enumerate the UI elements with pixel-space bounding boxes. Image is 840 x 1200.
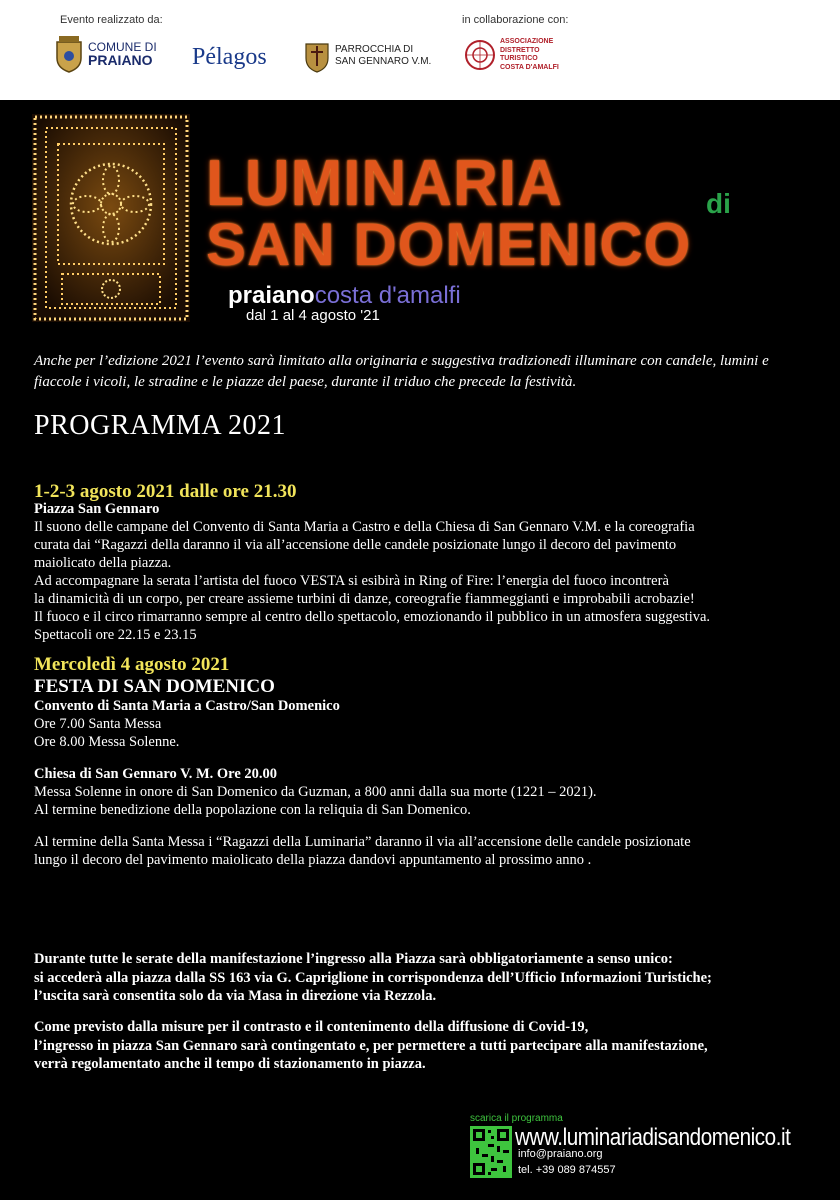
day1-line: Spettacoli ore 22.15 e 23.15 — [34, 627, 197, 643]
day1-block — [34, 500, 824, 644]
sponsor-bar — [0, 0, 840, 100]
associazione-logo — [464, 38, 559, 72]
assoc-line4: COSTA D'AMALFI — [500, 63, 559, 71]
day2-evening — [34, 765, 824, 819]
intro-text: Anche per l’edizione 2021 l’evento sarà limitato alla originaria e suggestiva tradizionedi illuminare con candele, lumini e fiaccole i vicoli, le stradine e le piazze del paese, durante il triduo che precede la festività. — [34, 353, 769, 390]
luminaria-lights-image — [32, 114, 190, 322]
comune-crest-icon — [54, 34, 84, 74]
parrocchia-crest-icon — [304, 38, 330, 74]
note-line: si accederà alla piazza dalla SS 163 via G. Capriglione in corrispondenza dell’Ufficio Informazioni Turistiche; — [34, 969, 712, 986]
mass-line: Ore 7.00 Santa Messa — [34, 716, 162, 732]
location-costa: costa d'amalfi — [314, 282, 461, 309]
day1-place: Piazza San Gennaro — [34, 501, 160, 517]
website-link[interactable]: www.luminariadisandomenico.it — [515, 1124, 791, 1151]
chiesa-line: Messa Solenne in onore di San Domenico da Guzman, a 800 anni dalla sua morte (1221 – 2021). — [34, 784, 597, 800]
day1-line: Il suono delle campane del Convento di Santa Maria a Castro e della Chiesa di San Gennaro V.M. e la coreografia — [34, 519, 695, 535]
comune-line1: COMUNE DI — [88, 40, 157, 54]
day1-line: la dinamicità di un corpo, per creare assieme turbini di danze, coreografie fiammeggianti e improbabili acrobazie! — [34, 591, 695, 607]
title-line2: SAN DOMENICO — [206, 211, 692, 278]
day1-heading: 1-2-3 agosto 2021 dalle ore 21.30 — [34, 481, 297, 502]
assoc-line2: DISTRETTO — [500, 46, 540, 54]
day2-heading: Mercoledì 4 agosto 2021 — [34, 654, 230, 675]
convento-label: Convento di Santa Maria a Castro/San Domenico — [34, 698, 340, 714]
note-line: Durante tutte le serate della manifestazione l’ingresso alla Piazza sarà obbligatoriamente a senso unico: — [34, 951, 673, 967]
assoc-line3: TURISTICO — [500, 55, 538, 62]
parrocchia-line2: SAN GENNARO V.M. — [335, 56, 432, 67]
access-notes — [34, 950, 824, 1006]
location-line — [228, 282, 461, 310]
comune-praiano-logo — [54, 34, 157, 74]
collab-label: in collaborazione con: — [462, 14, 569, 26]
title-line1: LUMINARIA — [206, 147, 563, 220]
final-line: lungo il decoro del pavimento maiolicato della piazza dandovi appuntamento al prossimo anno . — [34, 852, 592, 868]
contact-phone: tel. +39 089 874557 — [518, 1164, 616, 1176]
pelagos-logo — [192, 44, 267, 71]
festa-title: FESTA DI SAN DOMENICO — [34, 676, 275, 697]
note-line: l’uscita sarà consentita solo da via Masa in direzione via Rezzola. — [34, 988, 437, 1004]
mass-line: Ore 8.00 Messa Solenne. — [34, 734, 180, 750]
day1-line: Il fuoco e il circo rimarranno sempre al centro dello spettacolo, emozionando il pubblico in un atmosfera suggestiva. — [34, 609, 711, 625]
note-line: Come previsto dalla misure per il contrasto e il contenimento della diffusione di Covid-19, — [34, 1019, 589, 1035]
day1-line: Ad accompagnare la serata l’artista del fuoco VESTA si esibirà in Ring of Fire: l’energia del fuoco incontrerà — [34, 573, 669, 589]
parrocchia-logo — [304, 38, 431, 74]
note-line: verrà regolamentato anche il tempo di stazionamento in piazza. — [34, 1056, 426, 1072]
assoc-line1: ASSOCIAZIONE — [500, 38, 554, 45]
covid-notes — [34, 1018, 824, 1074]
qr-code-icon[interactable] — [470, 1126, 512, 1178]
day1-line: curata dai “Ragazzi della daranno il via all’accensione delle candele posizionate lungo il decoro del pavimento — [34, 537, 677, 553]
day1-line: maiolicato della piazza. — [34, 555, 172, 571]
parrocchia-line1: PARROCCHIA DI — [335, 44, 414, 55]
note-line: l’ingresso in piazza San Gennaro sarà contingentato e, per permettere a tutti partecipare alla manifestazione, — [34, 1037, 708, 1054]
location-praiano: praiano — [228, 282, 315, 309]
organized-by-label: Evento realizzato da: — [60, 14, 163, 26]
program-title: PROGRAMMA 2021 — [34, 410, 287, 441]
title-di: di — [706, 188, 731, 219]
comune-line2: PRAIANO — [88, 52, 153, 68]
chiesa-line: Al termine benedizione della popolazione con la reliquia di San Domenico. — [34, 802, 471, 818]
download-label: scarica il programma — [470, 1113, 563, 1124]
event-dates: dal 1 al 4 agosto '21 — [246, 307, 380, 324]
day2-morning — [34, 697, 824, 751]
contact-email[interactable]: info@praiano.org — [518, 1148, 603, 1160]
pelagos-text: Pélagos — [192, 44, 267, 70]
final-line: Al termine della Santa Messa i “Ragazzi della Luminaria” daranno il via all’accensione delle candele posizionate — [34, 834, 691, 850]
chiesa-label: Chiesa di San Gennaro V. M. Ore 20.00 — [34, 766, 278, 782]
associazione-emblem-icon — [464, 39, 496, 71]
day2-final — [34, 833, 824, 869]
